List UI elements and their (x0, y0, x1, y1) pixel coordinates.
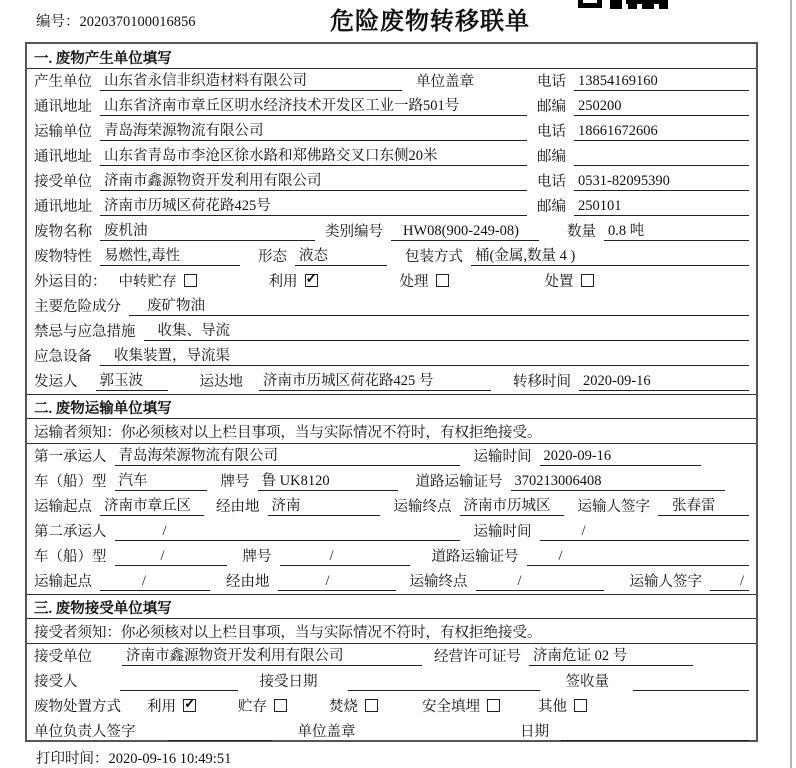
checkbox-disposal-storage (274, 699, 287, 712)
contraindication-value: 收集、导流 (144, 323, 750, 341)
checkbox-disposal-utilize (183, 699, 196, 712)
waste-name-value: 废机油 (100, 223, 315, 241)
characteristics-label: 废物特性 (34, 249, 92, 265)
purpose-option-transfer-storage (119, 270, 197, 291)
checkbox-disposal-incinerate (365, 699, 378, 712)
license2-value: / (527, 548, 750, 566)
producer-seal-label: 单位盖章 (416, 74, 474, 90)
receiver-address-value: 济南市历城区荷花路425号 (100, 198, 527, 216)
producer-address-label: 通讯地址 (34, 99, 92, 115)
recipient-label: 接受人 (34, 674, 78, 690)
via1-value: 济南 (268, 498, 380, 516)
producer-address-value: 山东省济南市章丘区明水经济技术开发区工业一路501号 (100, 98, 527, 116)
purpose-option-label: 中转贮存 (118, 273, 177, 290)
responsible-sign-label: 单位负责人签字 (34, 724, 136, 740)
producer-value: 山东省永信非织造材料有限公司 (100, 73, 402, 91)
responsible-sign-row (27, 719, 756, 744)
license2-label: 道路运输证号 (431, 549, 519, 565)
recipient-row (27, 669, 756, 694)
checkbox-treat (436, 274, 449, 287)
producer-label: 产生单位 (34, 74, 92, 90)
checkbox-dispose (581, 274, 594, 287)
carrier1-route-row (27, 494, 756, 519)
qr-code-icon (578, 0, 670, 9)
purpose-option-treat (400, 270, 449, 291)
manifest-form-table (25, 42, 758, 742)
disposal-option-label: 利用 (147, 698, 176, 715)
purpose-option-label: 利用 (268, 273, 298, 290)
waste-name-row (27, 219, 756, 244)
transporter-zip-label: 邮编 (537, 149, 566, 165)
transporter-zip-value (574, 149, 749, 166)
producer-phone-label: 电话 (537, 74, 566, 90)
disposal-option-landfill (422, 695, 500, 716)
disposal-option-utilize (147, 695, 196, 716)
disposal-option-label: 其他 (538, 698, 567, 715)
checkbox-utilize (305, 274, 318, 287)
purpose-option-utilize (269, 270, 318, 291)
unit-seal-label: 单位盖章 (297, 724, 356, 740)
license1-label: 道路运输证号 (415, 474, 503, 490)
transporter-notice-row (27, 419, 756, 444)
transport-purpose-row (27, 269, 756, 294)
receiver-notice: 接受者须知：你必须核对以上栏目事项，当与实际情况不符时，有权拒绝接受。 (34, 624, 542, 641)
contraindication-row (27, 319, 756, 344)
disposal-option-incinerate (329, 695, 378, 716)
transporter-phone-label: 电话 (537, 124, 566, 140)
disposal-option-storage (238, 695, 287, 716)
receiver-notice-row (27, 619, 756, 644)
equipment-value: 收集装置，导流渠 (100, 348, 749, 366)
carrier2-label: 第二承运人 (34, 524, 107, 540)
shipper-row (27, 369, 756, 394)
transfer-time-value: 2020-09-16 (579, 373, 749, 391)
section2-header (27, 394, 756, 419)
carrier2-route-row (27, 569, 756, 594)
end2-value: / (476, 573, 604, 591)
receiver-address-label: 通讯地址 (34, 199, 92, 215)
contraindication-label: 禁忌与应急措施 (34, 324, 136, 340)
sign2-value: / (710, 573, 749, 591)
shipper-label: 发运人 (34, 374, 78, 390)
carrier2-time-label: 运输时间 (473, 524, 532, 540)
vehicle2-label: 车（船）型 (34, 549, 107, 565)
disposal-option-label: 贮存 (238, 698, 267, 715)
page-title: 危险废物转移联单 (330, 8, 530, 35)
via1-label: 经由地 (216, 499, 260, 515)
vehicle1-label: 车（船）型 (34, 474, 107, 490)
sign1-label: 运输人签字 (577, 499, 650, 515)
accepting-unit-value: 济南市鑫源物资开发利用有限公司 (122, 648, 422, 666)
purpose-option-dispose (545, 270, 594, 291)
permit-label: 经营许可证号 (434, 649, 521, 665)
carrier2-value: / (115, 523, 460, 541)
hazard-components-row (27, 294, 756, 319)
plate1-value: 鲁 UK8120 (258, 473, 398, 491)
carrier1-time-label: 运输时间 (473, 449, 532, 465)
accept-date-value (348, 674, 540, 691)
print-time-label: 打印时间： (36, 751, 109, 767)
receiver-address-row (27, 194, 756, 219)
via2-value: / (278, 573, 396, 591)
date2-label: 日期 (520, 724, 549, 740)
accept-date-label: 接受日期 (259, 674, 318, 690)
via2-label: 经由地 (226, 574, 270, 590)
print-time-value: 2020-09-16 10:49:51 (108, 751, 232, 767)
section1-title: 一. 废物产生单位填写 (34, 50, 172, 67)
emergency-equipment-row (27, 344, 756, 369)
quantity-label: 数量 (567, 224, 596, 240)
responsible-sign-value (168, 724, 272, 741)
transfer-time-label: 转移时间 (513, 374, 571, 390)
recipient-value (120, 674, 238, 691)
vehicle1-value: 汽车 (115, 473, 207, 491)
producer-phone-value: 13854169160 (574, 73, 749, 91)
producer-zip-value: 250200 (574, 98, 749, 116)
shipper-value: 郭玉波 (96, 373, 168, 391)
print-time-line (36, 747, 231, 768)
producer-zip-label: 邮编 (537, 99, 566, 115)
destination-value: 济南市历城区荷花路425 号 (259, 373, 491, 391)
characteristics-value: 易燃性,毒性 (100, 248, 240, 266)
license1-value: 370213006408 (511, 473, 726, 491)
disposal-method-row (27, 694, 756, 719)
plate2-value: / (280, 548, 410, 566)
carrier1-label: 第一承运人 (34, 449, 107, 465)
purpose-option-label: 处理 (399, 273, 429, 290)
form-label: 形态 (258, 249, 287, 265)
vehicle2-value: / (115, 548, 227, 566)
producer-row (27, 69, 756, 94)
quantity-value: 0.8 吨 (604, 223, 749, 241)
sign2-label: 运输人签字 (629, 574, 702, 590)
destination-label: 运达地 (199, 374, 243, 390)
receiver-value: 济南市鑫源物资开发利用有限公司 (100, 173, 527, 191)
end2-label: 运输终点 (409, 574, 468, 590)
producer-address-row (27, 94, 756, 119)
category-label: 类别编号 (325, 224, 383, 240)
equipment-label: 应急设备 (34, 349, 92, 365)
plate2-label: 牌号 (242, 549, 272, 565)
form-value: 液态 (295, 248, 387, 266)
category-value: HW08(900-249-08) (391, 223, 539, 241)
sign1-value: 张春雷 (658, 498, 749, 516)
checkbox-disposal-other (574, 699, 587, 712)
disposal-option-other (538, 695, 587, 716)
serial-number: 2020370100016856 (79, 14, 196, 30)
page-edge-divider (790, 0, 792, 768)
carrier2-row (27, 519, 756, 544)
hazard-value: 废矿物油 (129, 298, 749, 316)
receiver-row (27, 169, 756, 194)
serial-label: 编号： (36, 14, 80, 30)
carrier1-time-value: 2020-09-16 (540, 448, 702, 466)
receiver-zip-value: 250101 (574, 198, 749, 216)
transporter-notice: 运输者须知：你必须核对以上栏目事项，当与实际情况不符时，有权拒绝接受。 (34, 424, 542, 441)
carrier2-time-value: / (540, 523, 750, 541)
section3-header (27, 594, 756, 619)
checkbox-transfer-storage (184, 274, 197, 287)
packaging-value: 桶(金属,数量 4 ) (471, 248, 749, 266)
receiver-phone-value: 0531-82095390 (574, 173, 749, 191)
transporter-value: 青岛海荣源物流有限公司 (100, 123, 527, 141)
packaging-label: 包装方式 (405, 249, 463, 265)
receiver-phone-label: 电话 (537, 174, 566, 190)
receiver-label: 接受单位 (34, 174, 92, 190)
signed-amount-label: 签收量 (565, 674, 609, 690)
serial-number-line (36, 10, 196, 31)
waste-characteristics-row (27, 244, 756, 269)
origin2-value: / (100, 573, 210, 591)
transporter-address-row (27, 144, 756, 169)
plate1-label: 牌号 (220, 474, 250, 490)
carrier2-vehicle-row (27, 544, 756, 569)
origin2-label: 运输起点 (34, 574, 92, 590)
transporter-address-label: 通讯地址 (34, 149, 92, 165)
transporter-phone-value: 18661672606 (574, 123, 749, 141)
transporter-address-value: 山东省青岛市李沧区徐水路和郑佛路交叉口东侧20米 (100, 148, 527, 166)
disposal-label: 废物处置方式 (34, 698, 121, 715)
receiver-zip-label: 邮编 (537, 199, 566, 215)
carrier1-vehicle-row (27, 469, 756, 494)
purpose-option-label: 处置 (544, 273, 574, 290)
signed-amount-value (633, 674, 749, 691)
waste-name-label: 废物名称 (34, 224, 92, 240)
carrier1-value: 青岛海荣源物流有限公司 (115, 448, 460, 466)
section1-header (27, 44, 756, 69)
date2-value (561, 724, 749, 741)
origin1-value: 济南市章丘区 (100, 498, 204, 516)
permit-value: 济南危证 02 号 (529, 648, 693, 666)
purpose-label: 外运目的： (34, 273, 107, 290)
hazard-label: 主要危险成分 (34, 299, 121, 315)
section3-title: 三. 废物接受单位填写 (34, 601, 172, 617)
checkbox-disposal-landfill (487, 699, 500, 712)
origin1-label: 运输起点 (34, 499, 92, 515)
end1-label: 运输终点 (393, 499, 452, 515)
section2-title: 二. 废物运输单位填写 (34, 401, 172, 417)
disposal-option-label: 焚烧 (329, 698, 358, 715)
disposal-option-label: 安全填埋 (422, 698, 480, 715)
end1-value: 济南市历城区 (460, 498, 564, 516)
accepting-unit-label: 接受单位 (34, 649, 92, 665)
transporter-label: 运输单位 (34, 124, 92, 140)
carrier1-row (27, 444, 756, 469)
accepting-unit-row (27, 644, 756, 669)
transporter-row (27, 119, 756, 144)
